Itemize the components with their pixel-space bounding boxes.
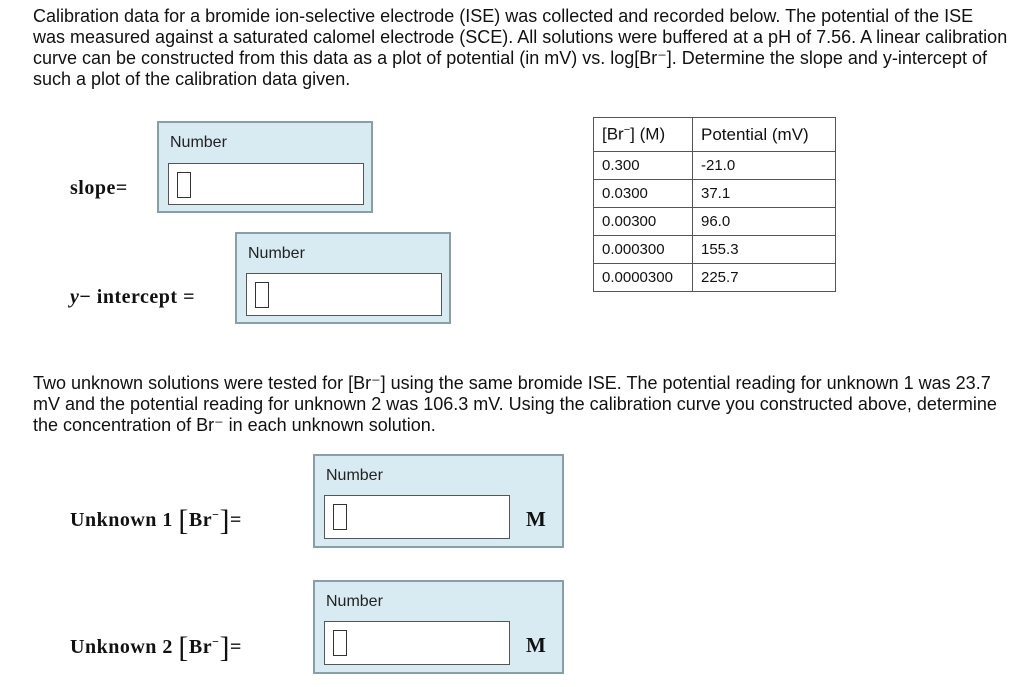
table-row — [594, 236, 836, 264]
potential-cell: 37.1 — [693, 180, 836, 208]
table-row — [594, 264, 836, 292]
calibration-data-table — [593, 117, 836, 292]
col1-prefix: [Br — [602, 124, 624, 144]
unknown-paragraph: Two unknown solutions were tested for [Br⁻] using the same bromide ISE. The potential reading for unknown 1 was 23.7 mV and the potential reading for unknown 2 was 106.3 mV. Using the calibration curve you constructed above, determine the concentration of Br⁻ in each unknown solution. — [33, 373, 997, 435]
table-header-row — [594, 118, 836, 152]
potential-column-header: Potential (mV) — [693, 118, 836, 152]
slope-number-caption: Number — [170, 134, 227, 151]
unknown1-answer-box — [313, 454, 564, 548]
intercept-label-y: y — [70, 286, 80, 308]
slope-answer-box — [157, 121, 373, 213]
concentration-cell: 0.000300 — [594, 236, 693, 264]
potential-cell: 96.0 — [693, 208, 836, 236]
unknown1-equals: = — [229, 509, 242, 531]
unknown2-answer-box — [313, 580, 564, 674]
unknown1-label — [70, 504, 242, 538]
concentration-cell: 0.0000300 — [594, 264, 693, 292]
slope-input[interactable] — [168, 163, 364, 205]
intercept-input[interactable] — [246, 273, 442, 316]
concentration-cell: 0.300 — [594, 152, 693, 180]
potential-cell: 155.3 — [693, 236, 836, 264]
unknown2-label — [70, 631, 242, 665]
unknown2-input-cursor — [333, 630, 347, 656]
concentration-cell: 0.00300 — [594, 208, 693, 236]
intercept-input-cursor — [255, 282, 269, 308]
intercept-number-caption: Number — [248, 245, 305, 262]
table-row — [594, 208, 836, 236]
potential-cell: -21.0 — [693, 152, 836, 180]
concentration-column-header — [594, 118, 693, 152]
col1-sup: − — [623, 124, 631, 137]
unknown2-label-text: Unknown 2 — [70, 636, 173, 658]
unknown1-input-cursor — [333, 504, 347, 530]
table-row — [594, 152, 836, 180]
intro-paragraph: Calibration data for a bromide ion-selective electrode (ISE) was collected and recorded below. The potential of the ISE was measured against a saturated calomel electrode (SCE). All solutions were buffered at a pH of 7.56. A linear calibration curve can be constructed from this data as a plot of potential (in mV) vs. log[Br⁻]. Determine the slope and y-intercept of such a plot of the calibration data given. — [33, 6, 1008, 89]
unknown2-unit: M — [526, 633, 546, 657]
table-row — [594, 180, 836, 208]
unknown1-label-text: Unknown 1 — [70, 509, 173, 531]
unknown2-close-bracket: ] — [219, 631, 230, 664]
unknown1-unit: M — [526, 507, 546, 531]
intercept-label — [70, 286, 195, 309]
unknown1-charge: − — [212, 507, 220, 522]
unknown1-number-caption: Number — [326, 467, 383, 484]
intercept-answer-box — [235, 232, 451, 324]
unknown2-input[interactable] — [324, 621, 510, 665]
unknown1-open-bracket: [ — [178, 504, 189, 537]
unknown2-equals: = — [229, 636, 242, 658]
slope-label — [70, 177, 128, 200]
unknown2-number-caption: Number — [326, 593, 383, 610]
slope-label-text: slope — [70, 177, 116, 199]
unknown2-open-bracket: [ — [178, 631, 189, 664]
unknown1-input[interactable] — [324, 495, 510, 539]
unknown1-ion: Br — [188, 509, 213, 531]
intercept-equals: = — [183, 286, 195, 308]
slope-equals: = — [115, 177, 128, 199]
potential-cell: 225.7 — [693, 264, 836, 292]
unknown2-charge: − — [212, 634, 220, 649]
unknown2-ion: Br — [188, 636, 213, 658]
col1-suffix: ] (M) — [630, 124, 666, 144]
slope-input-cursor — [177, 172, 191, 198]
intercept-label-text: − intercept — [79, 286, 178, 308]
unknown1-close-bracket: ] — [219, 504, 230, 537]
concentration-cell: 0.0300 — [594, 180, 693, 208]
